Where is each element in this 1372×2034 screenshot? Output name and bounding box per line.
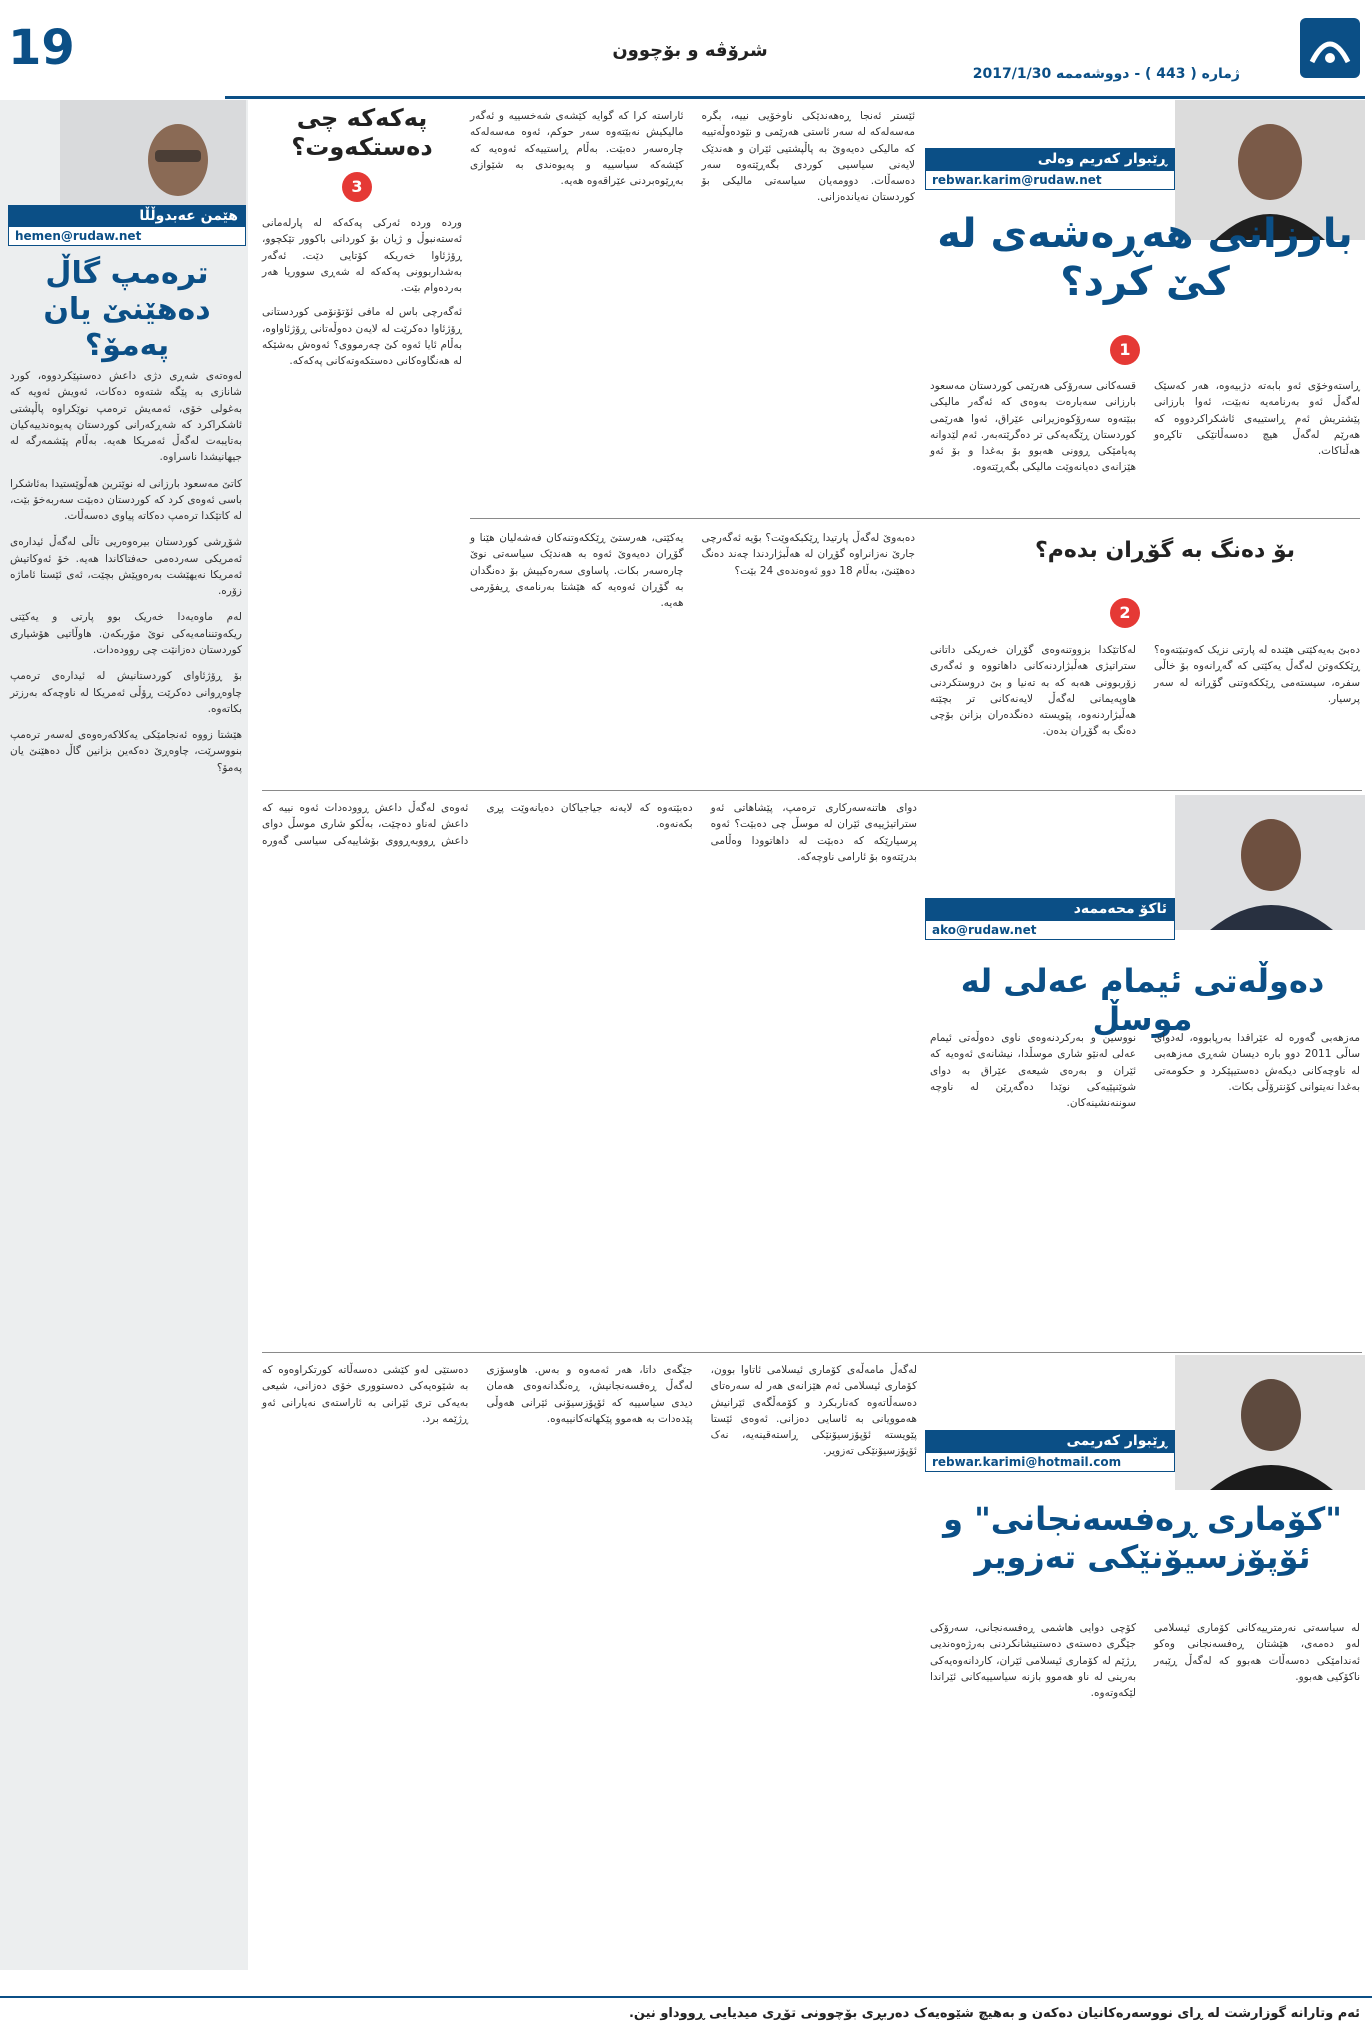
sidebar-paragraph: هێشتا زووە ئەنجامێکی یەکلاکەرەوەی لەسەر ترەمپ بنووسرێت، چاوەڕێ دەکەین بزانین گاڵ دەهێنێ یان پەمۆ؟ <box>10 729 242 774</box>
section-title: شرۆڤە و بۆچوون <box>612 40 768 61</box>
question3-paragraph: وردە وردە ئەرکی پەکەکە لە پارلەمانی ئەستەنبوڵ و ژیان بۆ کوردانی باکوور تێکچوو، ڕۆژئاوا خەریکە کۆتایی دێت. ئەگەر بەشداربوونی پەکەکە لە شەڕی سووریا هەر بەردەوام بێت. <box>262 217 462 295</box>
article2-divider <box>262 790 1362 791</box>
article2-paragraph: دەبەوێ لەگەڵ پارتیدا ڕێکبکەوێت؟ بۆیە ئەگەرچی جارێ نەزانراوە گۆڕان لە هەڵبژاردندا چەند دەنگ دەهێنێ، بەڵام 18 دوو ئەوەندەی 24 بێت؟ <box>701 532 915 577</box>
article4-headline: "کۆماری ڕەفسەنجانی" و ئۆپۆزسیۆنێکی تەزویر <box>943 1500 1342 1577</box>
article2-number-badge: 2 <box>1110 598 1140 628</box>
page-header <box>0 0 1372 100</box>
sidebar-paragraph: شۆڕشی کوردستان بیرەوەریی تاڵی لەگەڵ ئیدارەی ئەمریکی سەردەمی حەفتاکاندا هەیە. خۆ ئەوکاتیش ئەمریکا نەیهێشت بەرەوپێش بچێت، ئەی ئێستا ئاماژە زۆرە. <box>10 536 242 598</box>
article1-paragraph: ئێستر ئەنجا ڕەهەندێکی ناوخۆیی نییە، بگرە مەسەلەکە لە سەر ئاستی هەرێمی و نێودەوڵەتییە کە مالیکی دەیەوێ بە پاڵپشتیی ئێران و هەندێک لایەنی سیاسیی کوردی بگەڕێتەوە سەر دەسەڵات. دوومەیان سیاسەتی مالیکی بۆ کوردستان نەیاندەزانی. <box>701 110 915 204</box>
footer-disclaimer: ئەم وتارانە گوزارشت لە ڕای نووسەرەکانیان دەکەن و بەهیچ شێوەیەک دەربڕی بۆچوونی تۆڕی میدیایی ڕووداو نین. <box>628 2006 1360 2021</box>
sidebar-body <box>10 368 242 776</box>
article2-headline: بۆ دەنگ بە گۆڕان بدەم؟ <box>1034 538 1296 563</box>
article1-body <box>930 378 1360 493</box>
article3-paragraph: ئەوەی لەگەڵ داعش ڕوودەدات ئەوە نییە کە داعش لەناو دەچێت، بەڵکو شاری موسڵ دوای داعش ڕووبەڕووی بۆشاییەکی سیاسی گەورە دەبێتەوە کە لایەنە جیاجیاکان دەیانەوێت پڕی بکەنەوە. <box>262 802 693 847</box>
article3-paragraph: دوای هاتنەسەرکاری ترەمپ، پێشاهاتی ئەو ستراتیژییەی ئێران لە موسڵ چی دەبێت؟ ئەوە پرسیارێکە کە دەبێت لە داهاتوودا وەڵامی بدرێتەوە بۆ ئارامی ناوچەکە. <box>710 802 917 863</box>
article2-paragraph: لەکاتێکدا بزووتنەوەی گۆڕان خەریکی داتانی ستراتیژی هەڵبژاردنەکانی داهاتووە و ئەگەری زۆربوونی هەبە کە بە تەنیا و بێ دروستکردنی هاوپەیمانی لەگەڵ لایەنەکانی تر بچێتە هەڵبژاردنەوە، پێویستە دەنگدەران بزانن بۆچی دەنگ بە گۆڕان بدەن. <box>930 644 1136 738</box>
article4-author-photo <box>1175 1355 1365 1490</box>
article3-divider <box>262 1352 1362 1353</box>
article1-divider <box>470 518 1360 519</box>
article2-paragraph: دەبێ بەیەکێتی هێندە لە پارتی نزیک کەوتبێتەوە؟ ڕێککەوتن لەگەڵ یەکێتی کە گەڕانەوە بۆ خاڵی سفرە، سیستەمی ڕێککەوتنی گۆڕانە لە سەر پرسیار. <box>1154 644 1360 705</box>
rudaw-logo-icon <box>1300 18 1360 78</box>
article2-paragraph: یەکێتی، هەرستێ ڕێککەوتنەکان فەشەلیان هێنا و گۆڕان دەیەوێ ئەوە بە هەندێک سیاسەتی نوێ چارەسەر بکات. پاساوی سەرەکییش بۆ دەنگدان بە گۆڕان ئەوەیە کە هێشتا بەرنامەی ڕیفۆرمی هەیە. <box>470 532 684 610</box>
article1-paragraph: قسەکانی سەرۆکی هەرێمی کوردستان مەسعود بارزانی سەبارەت بەوەی کە ئەگەر مالیکی ببێتەوە سەرۆکوەزیرانی عێراق، ئەوا هەرێمی کوردستان ڕێگەیەکی تر دەگرێتەبەر. ئەم لێدوانە پەیامێکی ڕوونی هەبوو بۆ بەغدا و بۆ ئەو هێزانەی دەیانەوێت مالیکی بگەڕێتەوە. <box>930 380 1136 474</box>
article4-author-email[interactable]: rebwar.karimi@hotmail.com <box>925 1452 1175 1472</box>
article3-author-photo <box>1175 795 1365 930</box>
article3-body <box>930 1030 1360 1300</box>
article4-paragraph: کۆچی دوایی هاشمی ڕەفسەنجانی، سەرۆکی جێگری دەستەی دەستنیشانکردنی بەرژەوەندیی ڕژێم لە کۆماری ئیسلامی ئێران، کاردانەوەیەکی بەرینی لە ناو هەموو بازنە سیاسییەکانی ئێراندا لێکەوتەوە. <box>930 1622 1136 1700</box>
page-number: 19 <box>8 20 75 76</box>
article3-author-name: ئاکۆ محەممەد <box>925 898 1175 920</box>
article4-paragraph: جێگەی داتا، هەر ئەمەوە و بەس. هاوسۆزی لەگەڵ ڕەفسەنجانیش، ڕەنگدانەوەی هەمان دیدی سیاسییە کە ئۆپۆزسیۆنی ئێرانی هەوڵی پێدەدات بە هەموو پێکهاتەکانییەوە. <box>486 1364 693 1425</box>
person-icon <box>1175 1355 1365 1490</box>
article3-author-email[interactable]: ako@rudaw.net <box>925 920 1175 940</box>
article1-headline: بارزانی هەڕەشەی لە کێ کرد؟ <box>937 211 1353 305</box>
article4-paragraph: لەگەڵ مامەڵەی کۆماری ئیسلامی ئاتاوا بوون، کۆماری ئیسلامی ئەم هێزانەی هەر لە سەرەتای دەسەڵاتەوە کەناربکرد و کۆمەڵگەی ئێرانیش هەموویانی بە ئاسایی دەزانی. ئەوەی ئێستا پێویستە ئۆپۆزسیۆنێکی ڕاستەقینەیە، نەک ئۆپۆزسیۆنێکی تەزویر. <box>710 1364 917 1458</box>
article4-author-name: ڕێبوار کەریمی <box>925 1430 1175 1452</box>
question3-headline: پەکەکە چی دەستکەوت؟ <box>291 104 433 161</box>
article1-columns <box>470 108 915 498</box>
question3-paragraph: ئەگەرچی باس لە مافی ئۆتۆنۆمی کوردستانی ڕۆژئاوا دەکرێت لە لایەن دەوڵەتانی ڕۆژئاواوە، بەڵام ئایا ئەوە کێ چەرمووی؟ ئەوەش بەشێکە لە هەنگاوەکانی دەستکەوتەکانی پەکەکە. <box>262 306 462 368</box>
article4-paragraph: لە سیاسەتی نەرمترییەکانی کۆماری ئیسلامی لەو دەمەی، هێشتان ڕەفسەنجانی وەکو ئەندامێکی دەسەڵات هەبوو کە لەگەڵ ڕێبەر ناکۆکیی هەبوو. <box>1154 1622 1360 1683</box>
article3-paragraph: نووسین و بەرکردنەوەی ناوی دەوڵەتی ئیمام عەلی لەنێو شاری موسڵدا، نیشانەی ئەوەیە کە ئێران و بەرەی شیعەی عێراق بە دوای شوێنپێیەکی نوێدا دەگەڕێن لە ناوچە سوننەنشینەکان. <box>930 1032 1136 1110</box>
article1-author-email[interactable]: rebwar.karim@rudaw.net <box>925 170 1175 190</box>
sidebar-paragraph: لەم ماوەیەدا خەریک بوو پارتی و یەکێتی ریکەوتننامەیەکی نوێ مۆربکەن. هاوڵاتیی هۆشیاری کوردستان دەزانێت چی روودەدات. <box>10 611 242 656</box>
sidebar-paragraph: کاتێ مەسعود بارزانی لە نوێترین هەڵوێستیدا بەئاشکرا باسی ئەوەی کرد کە کوردستان دەبێت سەربەخۆ بێت، لە کاتێکدا ترەمپ دەکاتە پیاوی دەسەڵات. <box>10 477 242 523</box>
article4-paragraph: دەستێی لەو کێشی دەسەڵاتە کورتکراوەوە کە بە شێوەیەکی دەستووری خۆی دەزانی، شیعی بەیەکی تری ئێرانی بە ئاراستەی نەیارانی ئەو ڕژێمە برد. <box>262 1364 469 1425</box>
article3-columns <box>262 800 917 1300</box>
question3-body <box>262 215 462 369</box>
article4-columns <box>262 1362 917 1987</box>
article2-columns <box>470 530 915 780</box>
article3-headline: دەوڵەتی ئیمام عەلی لە موسڵ <box>960 962 1325 1039</box>
question3-number-badge: 3 <box>342 172 372 202</box>
sidebar-paragraph: لەوەتەی شەڕی دژی داعش دەستپێکردووە، کورد شانازی بە پێگە شتەوە دەکات، ئەویش ئەویە کە بەغولی خۆی، ئەمەیش ترەمپ نوێکراوە پاڵپشتی ئاشکراکرد کە شەڕکەرانی کوردستان پەیوەندییەکیان بەتایبەت لەگەڵ ئەمریکا هەیە. بەڵام پێشمەرگە لە جیهانیشدا ناسراوە. <box>10 370 242 464</box>
article2-body <box>930 642 1360 782</box>
article1-author-name: ڕێبوار کەریم وەلی <box>925 148 1175 170</box>
article4-body <box>930 1620 1360 1990</box>
person-icon <box>1175 795 1365 930</box>
article1-paragraph: ئاراستە کرا کە گوایە کێشەی شەخسییە و ئەگەر مالیکیش نەبێتەوە سەر حوکم، ئەوە مەسەلەکە چارەسەر دەبێت. بەڵام ڕاستییەکە ئەوەیە کە کێشەکە سیاسییە و پەیوەندی بە شێوازی بەڕێوەبردنی عێراقەوە هەیە. <box>470 110 684 188</box>
sidebar-author-name: هێمن عەبدوڵڵا <box>8 205 246 227</box>
issue-date-line: ژمارە ( 443 ) - دووشەممە 2017/1/30 <box>972 66 1240 82</box>
header-rule <box>225 96 1365 99</box>
sidebar-paragraph: بۆ ڕۆژئاوای کوردستانیش لە ئیدارەی ترەمپ چاوەڕوانی دەکرێت ڕۆڵی ئەمریکا لە ناوچەکە بەرزتر بکاتەوە. <box>10 670 242 715</box>
article1-paragraph: ڕاستەوخۆی ئەو بابەتە دژبیەوە، هەر کەسێک لەگەڵ ئەو بەرنامەیە نەبێت، ئەوا بارزانی پێشتریش ئەم ڕاستییەی ئاشکراکردووە کە هەرێم لەگەڵ هیچ دەسەڵاتێکی تاکڕەو هەڵناکات. <box>1154 380 1360 458</box>
article1-number-badge: 1 <box>1110 335 1140 365</box>
sidebar-headline: ترەمپ گاڵ دەهێنێ یان پەمۆ؟ <box>43 256 211 363</box>
article3-paragraph: مەزهەبی گەورە لە عێراقدا بەرپابووە، لەدوای ساڵی 2011 دوو بارە دیسان شەڕی مەزهەبی لە ناوچەکانی دیکەش دەستیپێکرد و حکومەتی بەغدا نەیتوانی کۆنترۆڵی بکات. <box>1154 1032 1360 1093</box>
sidebar-author-email[interactable]: hemen@rudaw.net <box>8 226 246 246</box>
